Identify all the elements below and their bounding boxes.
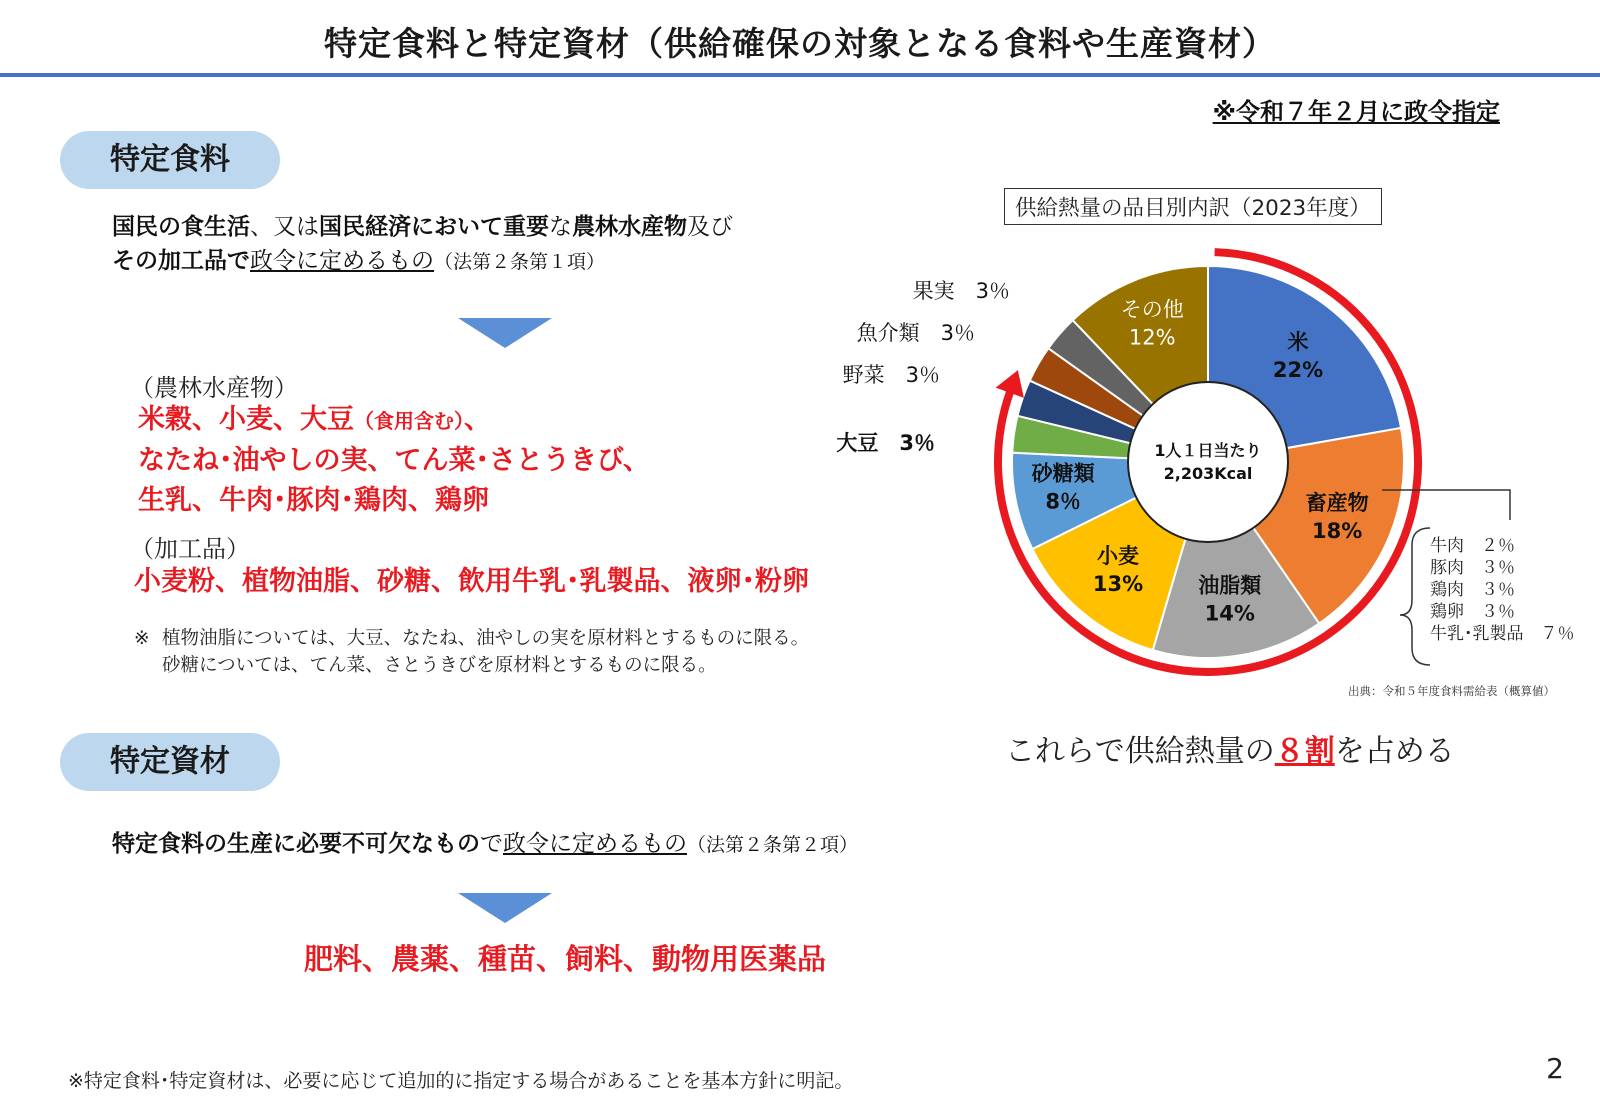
agri-list-main: 米穀、小麦、大豆: [138, 404, 354, 435]
page-title: 特定食料と特定資材（供給確保の対象となる食料や生産資材）: [324, 24, 1276, 63]
decree-note: ※令和７年２月に政令指定: [1212, 98, 1500, 126]
slice-outside-label: 魚介類 3％: [856, 321, 975, 345]
footnote-mark: ※: [134, 628, 150, 649]
law-reference: （法第２条第１項）: [434, 251, 606, 273]
def-text-1: 、又は: [250, 214, 319, 240]
breakdown-name: 牛乳･乳製品: [1430, 624, 1524, 644]
section-pill-materials: 特定資材: [60, 733, 280, 791]
chart-source: 出典：令和５年度食料需給表（概算値）: [1348, 684, 1555, 698]
slice-outside-label: 野菜 3％: [842, 363, 940, 387]
agri-list-line3: 生乳、牛肉･豚肉･鶏肉、鶏卵: [138, 485, 489, 516]
breakdown-value: ２％: [1481, 536, 1515, 556]
slice-value-label: 13%: [1092, 572, 1144, 597]
agri-list-tail: 、: [464, 404, 491, 435]
summary-caption: [1005, 726, 1455, 770]
breakdown-value: ３％: [1481, 602, 1515, 622]
livestock-brace: [1400, 528, 1430, 665]
breakdown-item: [1430, 601, 1575, 623]
agri-list-line2: なたね･油やしの実、てん菜･さとうきび、: [138, 445, 650, 476]
category-agri: （農林水産物）: [130, 374, 298, 402]
slice-name-label: その他: [1120, 297, 1184, 322]
footnote-line2: 砂糖については、てん菜、さとうきびを原材料とするものに限る。: [162, 655, 717, 676]
pie-center: [1128, 382, 1288, 542]
materials-law-reference: （法第２条第２項）: [687, 834, 859, 856]
slice-value-label: 8％: [1045, 489, 1081, 514]
slice-value-label: 12%: [1128, 325, 1176, 350]
materials-def-bold: 特定食料の生産に必要不可欠なもの: [112, 831, 480, 857]
def-bold-2: 国民経済において重要: [319, 214, 549, 240]
materials-def-text: で: [480, 831, 503, 857]
slice-value-label: 14%: [1204, 601, 1255, 626]
slice-outside-label: 果実 3％: [912, 279, 1010, 303]
bottom-note: ※特定食料･特定資材は、必要に応じて追加的に指定する場合があることを基本方針に明記。: [68, 1070, 854, 1092]
processed-product-list: 小麦粉、植物油脂、砂糖、飲用牛乳･乳製品、液卵･粉卵: [134, 566, 809, 597]
category-processed: （加工品）: [130, 535, 250, 563]
materials-list: 肥料、農薬、種苗、飼料、動物用医薬品: [303, 942, 826, 976]
breakdown-item: [1430, 535, 1575, 557]
slice-outside-label: 大豆 3％: [836, 431, 935, 455]
breakdown-value: ７％: [1540, 624, 1575, 644]
def-underline: 政令に定めるもの: [250, 248, 434, 274]
caption-percentage: ８割: [1274, 734, 1335, 769]
def-bold-3: 農林水産物: [572, 214, 687, 240]
center-label-line2: 2,203Kcal: [1163, 464, 1253, 483]
slice-value-label: 22%: [1272, 357, 1324, 382]
section-pill-food: 特定食料: [60, 131, 280, 189]
caption-text-post: を占める: [1334, 734, 1455, 769]
agri-list-note: （食用含む）: [354, 409, 464, 433]
page-number: 2: [1546, 1052, 1564, 1085]
slice-name-label: 砂糖類: [1031, 461, 1095, 486]
def-text-3: 及び: [687, 214, 733, 240]
materials-def-underline: 政令に定めるもの: [503, 831, 687, 857]
slice-name-label: 畜産物: [1305, 491, 1369, 516]
breakdown-item: [1430, 557, 1575, 579]
livestock-breakdown: [1430, 535, 1575, 645]
slice-name-label: 米: [1287, 329, 1309, 354]
breakdown-item: [1430, 623, 1575, 645]
breakdown-name: 鶏肉: [1430, 580, 1464, 600]
slice-name-label: 油脂類: [1198, 573, 1262, 598]
breakdown-item: [1430, 579, 1575, 601]
breakdown-value: ３％: [1481, 558, 1515, 578]
breakdown-name: 牛肉: [1430, 536, 1464, 556]
breakdown-name: 豚肉: [1430, 558, 1464, 578]
caption-text-pre: これらで供給熱量の: [1005, 734, 1275, 769]
chart-title: 供給熱量の品目別内訳（2023年度）: [1004, 188, 1382, 225]
slice-value-label: 18%: [1311, 519, 1363, 544]
breakdown-value: ３％: [1481, 580, 1515, 600]
slice-name-label: 小麦: [1097, 544, 1140, 569]
def-bold-1: 国民の食生活: [112, 214, 250, 240]
def-bold-4: その加工品で: [112, 248, 250, 274]
center-label-line1: 1人１日当たり: [1154, 441, 1262, 460]
breakdown-name: 鶏卵: [1430, 602, 1464, 622]
def-text-2: な: [549, 214, 572, 240]
footnote-line1: 植物油脂については、大豆、なたね、油やしの実を原材料とするものに限る。: [162, 628, 810, 649]
